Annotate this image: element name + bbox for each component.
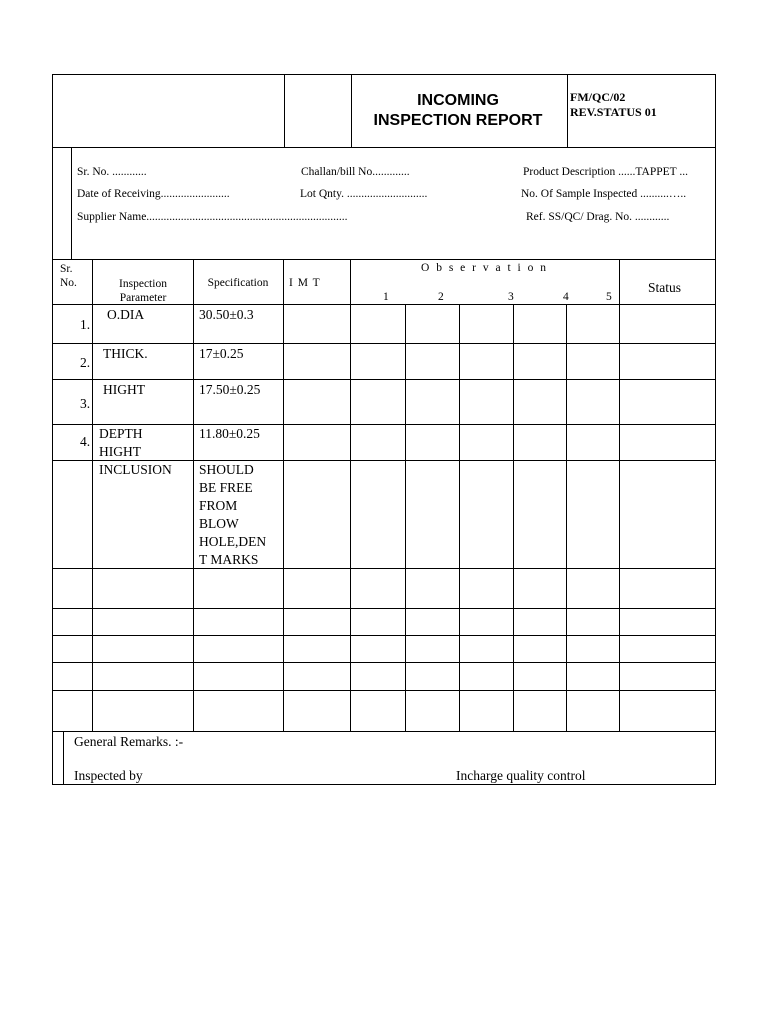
param-header-line1: Inspection <box>119 278 167 290</box>
row-line <box>52 568 716 569</box>
imt-header: I M T <box>289 277 320 289</box>
obs-number-1: 1 <box>383 291 389 303</box>
row-specification: 11.80±0.25 <box>199 426 260 441</box>
row-line <box>52 379 716 380</box>
row-specification-line: SHOULD <box>199 462 254 477</box>
obs-number-3: 3 <box>508 291 514 303</box>
col-line <box>459 304 460 731</box>
row-sr-no: 4. <box>80 434 91 449</box>
info-margin-line <box>71 148 72 259</box>
lot-qnty-field: Lot Qnty. ............................ <box>300 188 428 200</box>
row-line <box>52 784 716 785</box>
row-line <box>52 635 716 636</box>
info-box <box>52 147 716 260</box>
row-parameter <box>99 425 143 461</box>
specification-header: Specification <box>207 277 269 289</box>
row-line <box>52 343 716 344</box>
row-line <box>52 662 716 663</box>
status-header: Status <box>648 280 682 295</box>
row-specification-line: T MARKS <box>199 552 259 567</box>
supplier-name-field: Supplier Name...................................................................... <box>77 211 348 223</box>
col-line <box>350 259 351 731</box>
col-line <box>566 304 567 731</box>
row-sr-no: 1. <box>80 317 91 332</box>
obs-number-4: 4 <box>563 291 569 303</box>
row-specification-line: HOLE,DEN <box>199 534 267 549</box>
sr-no-header-line1: Sr. <box>60 263 73 275</box>
row-sr-no: 3. <box>80 396 91 411</box>
date-of-receiving-field: Date of Receiving........................ <box>77 188 230 200</box>
general-remarks-label: General Remarks. :- <box>74 734 184 749</box>
form-code-block <box>570 90 657 120</box>
no-of-sample-field: No. Of Sample Inspected ..........….. <box>521 188 687 200</box>
incharge-quality-control-label: Incharge quality control <box>456 768 586 783</box>
row-specification-line: BE FREE <box>199 480 253 495</box>
rev-status: REV.STATUS 01 <box>570 105 657 119</box>
row-line <box>52 690 716 691</box>
col-line <box>715 259 716 784</box>
report-title <box>350 74 566 148</box>
inspection-parameter-header <box>93 277 193 305</box>
row-specification: 17±0.25 <box>199 346 244 361</box>
inspected-by-label: Inspected by <box>74 768 143 783</box>
form-code: FM/QC/02 <box>570 90 626 104</box>
row-parameter: O.DIA <box>107 307 145 322</box>
row-line <box>52 731 716 732</box>
col-line <box>405 304 406 731</box>
col-line <box>52 259 53 784</box>
sr-no-header <box>60 262 77 290</box>
row-sr-no: 2. <box>80 355 91 370</box>
row-specification: 17.50±0.25 <box>199 382 261 397</box>
row-parameter-line: DEPTH <box>99 426 143 441</box>
title-line-1: INCOMING <box>417 92 499 109</box>
row-parameter: INCLUSION <box>99 462 172 477</box>
row-line <box>52 424 716 425</box>
row-specification: 30.50±0.3 <box>199 307 254 322</box>
row-line <box>52 608 716 609</box>
row-specification <box>199 461 266 569</box>
row-parameter-line: HIGHT <box>99 444 141 459</box>
col-line <box>283 259 284 731</box>
col-line <box>92 259 93 731</box>
header-divider <box>567 75 568 147</box>
product-description-field: Product Description ......TAPPET ... <box>523 166 688 178</box>
title-line-2: INSPECTION REPORT <box>373 112 543 129</box>
obs-number-5: 5 <box>606 291 612 303</box>
row-parameter: HIGHT <box>103 382 145 397</box>
param-header-line2: Parameter <box>119 292 167 304</box>
row-parameter: THICK. <box>103 346 148 361</box>
col-line <box>513 304 514 731</box>
ref-drag-no-field: Ref. SS/QC/ Drag. No. ............ <box>526 211 670 223</box>
obs-number-2: 2 <box>438 291 444 303</box>
row-specification-line: BLOW <box>199 516 239 531</box>
challan-bill-field: Challan/bill No............. <box>301 166 410 178</box>
row-specification-line: FROM <box>199 498 238 513</box>
sr-no-header-line2: No. <box>60 277 77 289</box>
header-divider <box>284 75 285 147</box>
footer-margin-line <box>63 731 64 784</box>
col-line <box>193 259 194 731</box>
sr-no-field: Sr. No. ............ <box>77 166 147 178</box>
observation-header: O b s e r v a t i o n <box>421 262 548 274</box>
col-line <box>619 259 620 731</box>
